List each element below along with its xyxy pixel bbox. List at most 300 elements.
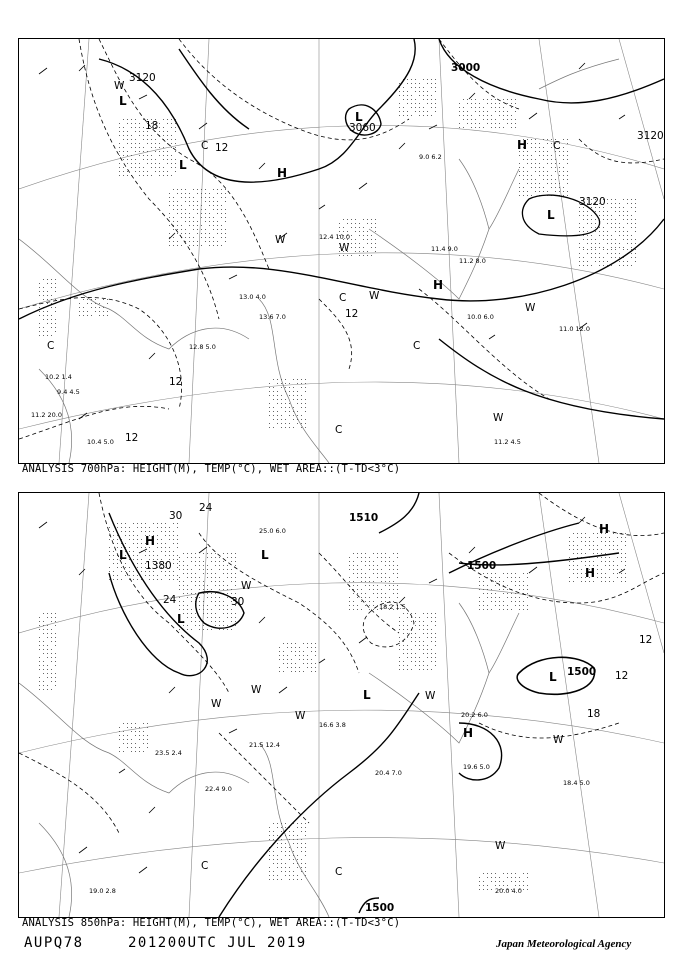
- wet-dot: [399, 111, 400, 112]
- wet-dot: [173, 237, 174, 238]
- wet-dot: [511, 873, 512, 874]
- wet-dot: [221, 237, 222, 238]
- wet-dot: [301, 387, 302, 388]
- wet-dot: [123, 735, 124, 736]
- wet-dot: [435, 621, 436, 622]
- wet-dot: [627, 223, 628, 224]
- wet-dot: [131, 135, 132, 136]
- wet-dot: [223, 585, 224, 586]
- wet-dot: [287, 647, 288, 648]
- pressure-center: H: [433, 278, 444, 292]
- wet-dot: [399, 629, 400, 630]
- wet-dot: [55, 291, 56, 292]
- wet-dot: [171, 143, 172, 144]
- wet-dot: [555, 187, 556, 188]
- wet-dot: [615, 199, 616, 200]
- wet-dot: [193, 197, 194, 198]
- wet-dot: [189, 197, 190, 198]
- wet-dot: [235, 557, 236, 558]
- wet-dot: [623, 227, 624, 228]
- wet-dot: [463, 111, 464, 112]
- wet-dot: [113, 579, 114, 580]
- wet-dot: [519, 171, 520, 172]
- station-value: 11.2 8.0: [459, 257, 486, 265]
- wet-dot: [363, 247, 364, 248]
- wet-dot: [503, 589, 504, 590]
- wet-dot: [607, 223, 608, 224]
- wet-dot: [311, 659, 312, 660]
- wet-dot: [581, 573, 582, 574]
- wet-dot: [55, 311, 56, 312]
- wet-dot: [167, 171, 168, 172]
- wet-dot: [499, 877, 500, 878]
- wet-dot: [39, 665, 40, 666]
- wet-dot: [269, 867, 270, 868]
- wet-dot: [357, 577, 358, 578]
- wet-dot: [197, 189, 198, 190]
- wet-dot: [411, 657, 412, 658]
- wet-dot: [427, 83, 428, 84]
- wet-dot: [221, 217, 222, 218]
- wet-dot: [55, 645, 56, 646]
- wet-dot: [149, 531, 150, 532]
- wet-dot: [367, 235, 368, 236]
- wet-dot: [539, 147, 540, 148]
- wet-dot: [371, 255, 372, 256]
- wet-dot: [213, 217, 214, 218]
- wet-dot: [399, 91, 400, 92]
- wet-dot: [99, 311, 100, 312]
- wet-dot: [231, 561, 232, 562]
- wet-dot: [165, 555, 166, 556]
- wet-dot: [51, 637, 52, 638]
- wet-dot: [599, 261, 600, 262]
- wet-dot: [381, 597, 382, 598]
- wet-dot: [163, 135, 164, 136]
- wet-dot: [483, 589, 484, 590]
- wet-dot: [503, 115, 504, 116]
- wet-dot: [205, 229, 206, 230]
- wet-dot: [47, 637, 48, 638]
- wet-dot: [487, 589, 488, 590]
- wet-dot: [519, 163, 520, 164]
- wet-dot: [283, 659, 284, 660]
- temperature-label: 30: [169, 510, 183, 522]
- wet-dot: [415, 613, 416, 614]
- wet-dot: [201, 237, 202, 238]
- wet-dot: [225, 209, 226, 210]
- wet-dot: [51, 335, 52, 336]
- wet-dot: [527, 179, 528, 180]
- wet-dot: [407, 653, 408, 654]
- wet-dot: [569, 581, 570, 582]
- wet-dot: [435, 107, 436, 108]
- wet-dot: [527, 573, 528, 574]
- wet-dot: [143, 735, 144, 736]
- wet-dot: [613, 569, 614, 570]
- wet-dot: [119, 751, 120, 752]
- wet-dot: [527, 885, 528, 886]
- wet-dot: [479, 601, 480, 602]
- wet-dot: [125, 571, 126, 572]
- wet-dot: [539, 167, 540, 168]
- airmass-mark: W: [251, 684, 262, 696]
- wet-dot: [581, 553, 582, 554]
- wet-dot: [301, 871, 302, 872]
- wet-dot: [487, 605, 488, 606]
- wet-dot: [289, 875, 290, 876]
- wet-dot: [189, 217, 190, 218]
- wet-dot: [269, 411, 270, 412]
- wet-dot: [109, 567, 110, 568]
- wet-dot: [367, 231, 368, 232]
- wet-dot: [631, 239, 632, 240]
- wet-dot: [179, 569, 180, 570]
- wet-dot: [535, 139, 536, 140]
- wet-dot: [491, 889, 492, 890]
- wet-dot: [467, 123, 468, 124]
- wet-dot: [133, 555, 134, 556]
- wet-dot: [579, 227, 580, 228]
- wet-dot: [131, 743, 132, 744]
- wet-dot: [357, 573, 358, 574]
- wet-dot: [435, 91, 436, 92]
- wet-dot: [363, 227, 364, 228]
- wet-dot: [499, 589, 500, 590]
- wet-dot: [619, 207, 620, 208]
- wet-dot: [599, 265, 600, 266]
- wet-dot: [139, 123, 140, 124]
- wet-dot: [39, 331, 40, 332]
- wet-dot: [381, 601, 382, 602]
- wet-dot: [361, 589, 362, 590]
- wet-dot: [219, 569, 220, 570]
- wet-dot: [143, 127, 144, 128]
- wet-dot: [173, 217, 174, 218]
- wet-dot: [559, 163, 560, 164]
- wet-dot: [407, 637, 408, 638]
- wet-dot: [123, 723, 124, 724]
- wet-dot: [55, 657, 56, 658]
- wet-dot: [79, 303, 80, 304]
- wet-dot: [369, 565, 370, 566]
- wet-dot: [197, 225, 198, 226]
- wet-dot: [459, 123, 460, 124]
- wet-dot: [153, 555, 154, 556]
- wet-dot: [277, 875, 278, 876]
- wet-dot: [619, 215, 620, 216]
- wet-dot: [419, 665, 420, 666]
- wet-dot: [625, 557, 626, 558]
- wet-dot: [563, 167, 564, 168]
- wet-dot: [273, 831, 274, 832]
- wet-dot: [435, 641, 436, 642]
- wet-dot: [289, 855, 290, 856]
- wet-dot: [607, 215, 608, 216]
- wet-dot: [293, 407, 294, 408]
- wet-dot: [55, 613, 56, 614]
- wet-dot: [51, 299, 52, 300]
- wet-dot: [269, 827, 270, 828]
- wet-dot: [361, 557, 362, 558]
- wet-dot: [183, 561, 184, 562]
- station-value: 25.0 6.0: [259, 527, 286, 535]
- wet-dot: [213, 197, 214, 198]
- wet-dot: [499, 597, 500, 598]
- wet-dot: [217, 213, 218, 214]
- wet-dot: [171, 147, 172, 148]
- wet-dot: [523, 187, 524, 188]
- wet-dot: [285, 867, 286, 868]
- wet-dot: [145, 575, 146, 576]
- wet-dot: [217, 229, 218, 230]
- wet-dot: [215, 605, 216, 606]
- wet-dot: [351, 227, 352, 228]
- wet-dot: [563, 151, 564, 152]
- wet-dot: [295, 671, 296, 672]
- wet-dot: [301, 843, 302, 844]
- wet-dot: [399, 103, 400, 104]
- wet-dot: [125, 543, 126, 544]
- wet-dot: [377, 605, 378, 606]
- wet-dot: [181, 233, 182, 234]
- wet-dot: [135, 123, 136, 124]
- wet-dot: [611, 207, 612, 208]
- wet-dot: [285, 843, 286, 844]
- wet-dot: [381, 593, 382, 594]
- wet-dot: [39, 295, 40, 296]
- wet-dot: [167, 155, 168, 156]
- wet-dot: [427, 613, 428, 614]
- wet-dot: [221, 193, 222, 194]
- wet-dot: [135, 151, 136, 152]
- wet-dot: [431, 633, 432, 634]
- wet-dot: [515, 585, 516, 586]
- wet-dot: [519, 191, 520, 192]
- wet-dot: [221, 189, 222, 190]
- wet-dot: [209, 245, 210, 246]
- wet-dot: [403, 625, 404, 626]
- wet-dot: [359, 247, 360, 248]
- wet-dot: [47, 613, 48, 614]
- wet-dot: [415, 661, 416, 662]
- wet-dot: [109, 527, 110, 528]
- wet-dot: [419, 649, 420, 650]
- wet-dot: [87, 299, 88, 300]
- wet-dot: [305, 823, 306, 824]
- wet-dot: [479, 115, 480, 116]
- wet-dot: [225, 201, 226, 202]
- wet-dot: [631, 219, 632, 220]
- wet-dot: [483, 609, 484, 610]
- wet-dot: [507, 589, 508, 590]
- wet-dot: [47, 315, 48, 316]
- wet-dot: [277, 415, 278, 416]
- wet-dot: [385, 577, 386, 578]
- station-value: 16.6 3.8: [319, 721, 346, 729]
- wet-dot: [159, 131, 160, 132]
- wet-dot: [139, 163, 140, 164]
- wet-dot: [589, 581, 590, 582]
- temperature-label: 18: [145, 120, 159, 132]
- wet-dot: [287, 659, 288, 660]
- wet-dot: [183, 609, 184, 610]
- wet-dot: [523, 155, 524, 156]
- wet-dot: [435, 637, 436, 638]
- wet-dot: [615, 249, 616, 250]
- wet-dot: [129, 535, 130, 536]
- wet-dot: [123, 171, 124, 172]
- wet-dot: [201, 209, 202, 210]
- wet-dot: [119, 171, 120, 172]
- wet-dot: [535, 191, 536, 192]
- pressure-center: H: [145, 534, 156, 548]
- wet-dot: [625, 537, 626, 538]
- height-label: 3120: [637, 130, 664, 142]
- wet-dot: [43, 295, 44, 296]
- wet-dot: [595, 211, 596, 212]
- wet-dot: [145, 531, 146, 532]
- wet-dot: [349, 581, 350, 582]
- wet-dot: [491, 601, 492, 602]
- wet-dot: [43, 689, 44, 690]
- wet-dot: [603, 227, 604, 228]
- wet-dot: [161, 523, 162, 524]
- wet-dot: [487, 593, 488, 594]
- map-850hpa: [19, 493, 664, 917]
- wet-dot: [221, 225, 222, 226]
- wet-dot: [129, 539, 130, 540]
- wet-dot: [103, 307, 104, 308]
- wet-dot: [547, 179, 548, 180]
- wet-dot: [365, 585, 366, 586]
- wet-dot: [635, 261, 636, 262]
- wet-dot: [389, 581, 390, 582]
- wet-dot: [547, 163, 548, 164]
- wet-dot: [301, 423, 302, 424]
- wet-dot: [39, 335, 40, 336]
- station-value: 19.6 5.0: [463, 763, 490, 771]
- wet-dot: [211, 569, 212, 570]
- wet-dot: [511, 115, 512, 116]
- wet-dot: [183, 605, 184, 606]
- wet-dot: [195, 585, 196, 586]
- wet-dot: [177, 547, 178, 548]
- wet-dot: [129, 559, 130, 560]
- wet-dot: [169, 539, 170, 540]
- wet-dot: [147, 135, 148, 136]
- wet-dot: [419, 95, 420, 96]
- wet-dot: [621, 553, 622, 554]
- wet-dot: [543, 175, 544, 176]
- wet-dot: [315, 667, 316, 668]
- wet-dot: [117, 547, 118, 548]
- wet-dot: [617, 557, 618, 558]
- wet-dot: [281, 871, 282, 872]
- wet-dot: [399, 649, 400, 650]
- wet-dot: [583, 249, 584, 250]
- wet-dot: [55, 665, 56, 666]
- wet-dot: [55, 661, 56, 662]
- wet-dot: [231, 573, 232, 574]
- wet-dot: [289, 867, 290, 868]
- wet-dot: [119, 739, 120, 740]
- wet-dot: [623, 261, 624, 262]
- wet-dot: [127, 175, 128, 176]
- wet-dot: [393, 561, 394, 562]
- wet-dot: [219, 625, 220, 626]
- wet-dot: [361, 593, 362, 594]
- wet-dot: [611, 227, 612, 228]
- wet-dot: [131, 155, 132, 156]
- station-value: 18.4 5.0: [563, 779, 590, 787]
- wet-dot: [515, 601, 516, 602]
- wet-dot: [223, 613, 224, 614]
- wet-dot: [55, 621, 56, 622]
- wet-dot: [507, 593, 508, 594]
- wet-dot: [51, 661, 52, 662]
- wet-dot: [173, 551, 174, 552]
- wet-dot: [173, 535, 174, 536]
- wet-dot: [583, 247, 584, 248]
- wet-dot: [611, 253, 612, 254]
- wet-dot: [215, 553, 216, 554]
- wet-dot: [187, 557, 188, 558]
- wet-dot: [615, 207, 616, 208]
- wet-dot: [193, 225, 194, 226]
- wet-dot: [185, 221, 186, 222]
- wet-dot: [569, 557, 570, 558]
- wet-dot: [507, 597, 508, 598]
- wet-dot: [305, 863, 306, 864]
- wet-dot: [635, 207, 636, 208]
- wet-dot: [495, 123, 496, 124]
- wet-dot: [305, 875, 306, 876]
- wet-dot: [609, 545, 610, 546]
- wet-dot: [411, 99, 412, 100]
- wet-dot: [315, 647, 316, 648]
- wet-dot: [385, 561, 386, 562]
- wet-dot: [349, 557, 350, 558]
- wet-dot: [179, 601, 180, 602]
- wet-dot: [615, 231, 616, 232]
- wet-dot: [157, 543, 158, 544]
- wet-dot: [297, 835, 298, 836]
- wet-dot: [393, 601, 394, 602]
- wet-dot: [615, 247, 616, 248]
- wet-dot: [375, 223, 376, 224]
- wet-dot: [289, 407, 290, 408]
- wet-dot: [419, 625, 420, 626]
- wet-dot: [43, 279, 44, 280]
- wet-dot: [385, 601, 386, 602]
- wet-dot: [507, 99, 508, 100]
- wet-dot: [519, 585, 520, 586]
- wet-dot: [211, 601, 212, 602]
- wet-dot: [515, 597, 516, 598]
- station-value: 20.4 7.0: [375, 769, 402, 777]
- wet-dot: [175, 163, 176, 164]
- wet-dot: [555, 191, 556, 192]
- wet-dot: [403, 107, 404, 108]
- wet-dot: [215, 613, 216, 614]
- wet-dot: [551, 143, 552, 144]
- wet-dot: [621, 537, 622, 538]
- wet-dot: [583, 257, 584, 258]
- wet-dot: [231, 621, 232, 622]
- wet-dot: [143, 731, 144, 732]
- wet-dot: [595, 243, 596, 244]
